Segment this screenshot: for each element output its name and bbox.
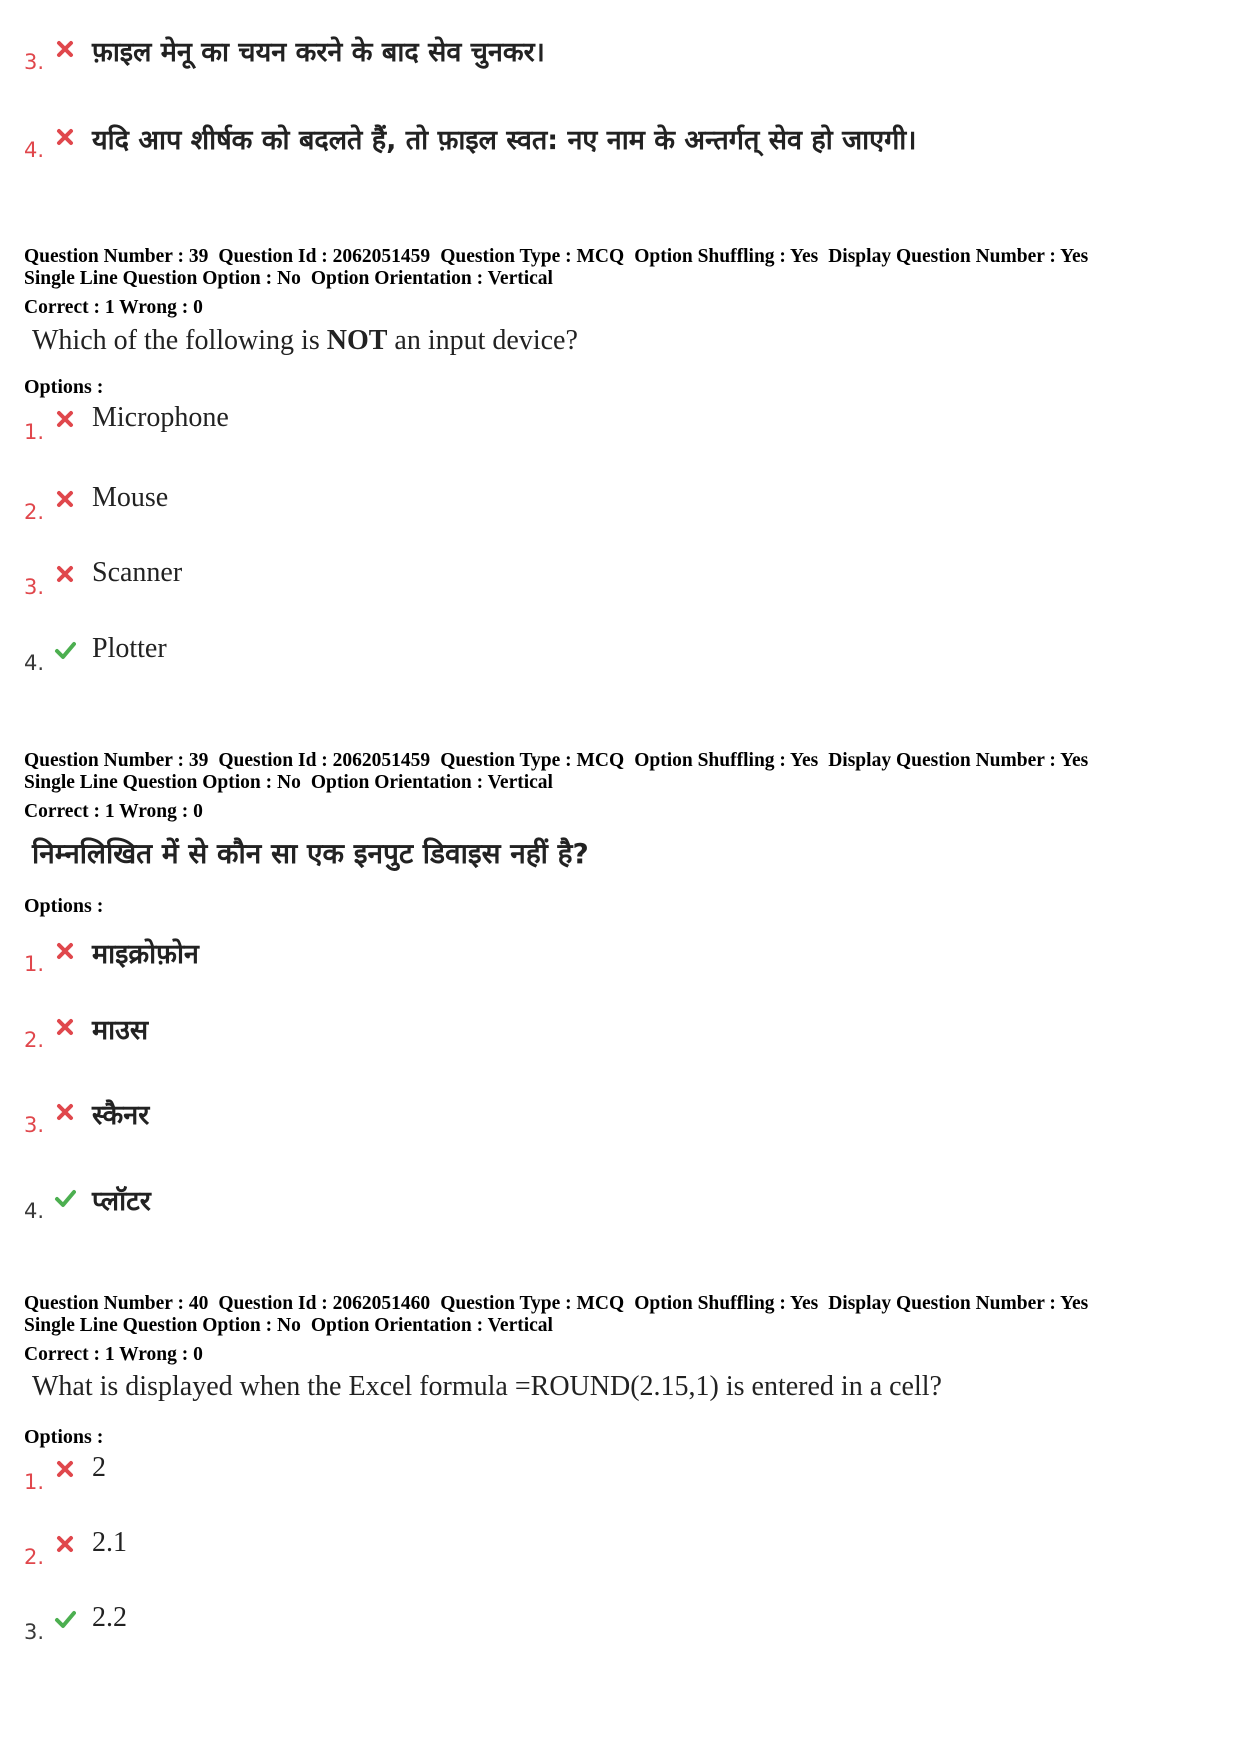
option-text: Scanner	[92, 557, 183, 588]
option-text: Plotter	[92, 633, 167, 664]
question-marks: Correct : 1 Wrong : 0	[24, 1344, 203, 1365]
option-text: Microphone	[92, 402, 229, 433]
option-number: 1.	[24, 952, 45, 976]
option-number: 4.	[24, 651, 45, 675]
option-text: प्लॉटर	[92, 1186, 151, 1217]
option-number: 3.	[24, 50, 45, 74]
option-text: 2.2	[92, 1602, 127, 1633]
options-label: Options :	[24, 1426, 104, 1448]
option-text: स्कैनर	[92, 1100, 150, 1131]
question-meta-line-2: Single Line Question Option : No Option Orientation : Vertical	[24, 1315, 553, 1336]
wrong-cross-icon	[54, 1458, 76, 1480]
question-meta-line-2: Single Line Question Option : No Option Orientation : Vertical	[24, 772, 553, 793]
wrong-cross-icon	[54, 1016, 76, 1038]
option-text: यदि आप शीर्षक को बदलते हैं, तो फ़ाइल स्वत: नए नाम के अन्तर्गत् सेव हो जाएगी।	[92, 125, 917, 156]
option-number: 2.	[24, 1028, 45, 1052]
option-number: 2.	[24, 500, 45, 524]
option-number: 4.	[24, 138, 45, 162]
wrong-cross-icon	[54, 408, 76, 430]
option-text: माउस	[92, 1015, 149, 1046]
wrong-cross-icon	[54, 38, 76, 60]
wrong-cross-icon	[54, 1101, 76, 1123]
option-text: 2	[92, 1452, 106, 1483]
option-number: 4.	[24, 1199, 45, 1223]
option-number: 3.	[24, 575, 45, 599]
wrong-cross-icon	[54, 126, 76, 148]
option-number: 3.	[24, 1620, 45, 1644]
option-text: Mouse	[92, 482, 169, 513]
wrong-cross-icon	[54, 940, 76, 962]
options-label: Options :	[24, 376, 104, 398]
option-number: 1.	[24, 420, 45, 444]
wrong-cross-icon	[54, 1533, 76, 1555]
question-meta-line-1: Question Number : 39 Question Id : 2062051459 Question Type : MCQ Option Shuffling : Yes Display Question Number : Yes	[24, 246, 1089, 267]
option-text: माइक्रोफ़ोन	[92, 939, 199, 970]
question-text: निम्नलिखित में से कौन सा एक इनपुट डिवाइस नहीं है?	[32, 837, 589, 870]
options-label: Options :	[24, 895, 104, 917]
option-number: 2.	[24, 1545, 45, 1569]
question-meta-line-1: Question Number : 40 Question Id : 2062051460 Question Type : MCQ Option Shuffling : Yes Display Question Number : Yes	[24, 1293, 1089, 1314]
question-meta-line-1: Question Number : 39 Question Id : 2062051459 Question Type : MCQ Option Shuffling : Yes Display Question Number : Yes	[24, 750, 1089, 771]
wrong-cross-icon	[54, 488, 76, 510]
option-number: 3.	[24, 1113, 45, 1137]
correct-check-icon	[54, 639, 76, 661]
option-number: 1.	[24, 1470, 45, 1494]
question-meta-line-2: Single Line Question Option : No Option Orientation : Vertical	[24, 268, 553, 289]
question-marks: Correct : 1 Wrong : 0	[24, 297, 203, 318]
question-text: What is displayed when the Excel formula =ROUND(2.15,1) is entered in a cell?	[32, 1371, 942, 1402]
option-text: 2.1	[92, 1527, 127, 1558]
correct-check-icon	[54, 1608, 76, 1630]
correct-check-icon	[54, 1187, 76, 1209]
question-marks: Correct : 1 Wrong : 0	[24, 801, 203, 822]
wrong-cross-icon	[54, 563, 76, 585]
option-text: फ़ाइल मेनू का चयन करने के बाद सेव चुनकर।	[92, 37, 545, 68]
question-text: Which of the following is NOT an input device?	[32, 325, 578, 356]
